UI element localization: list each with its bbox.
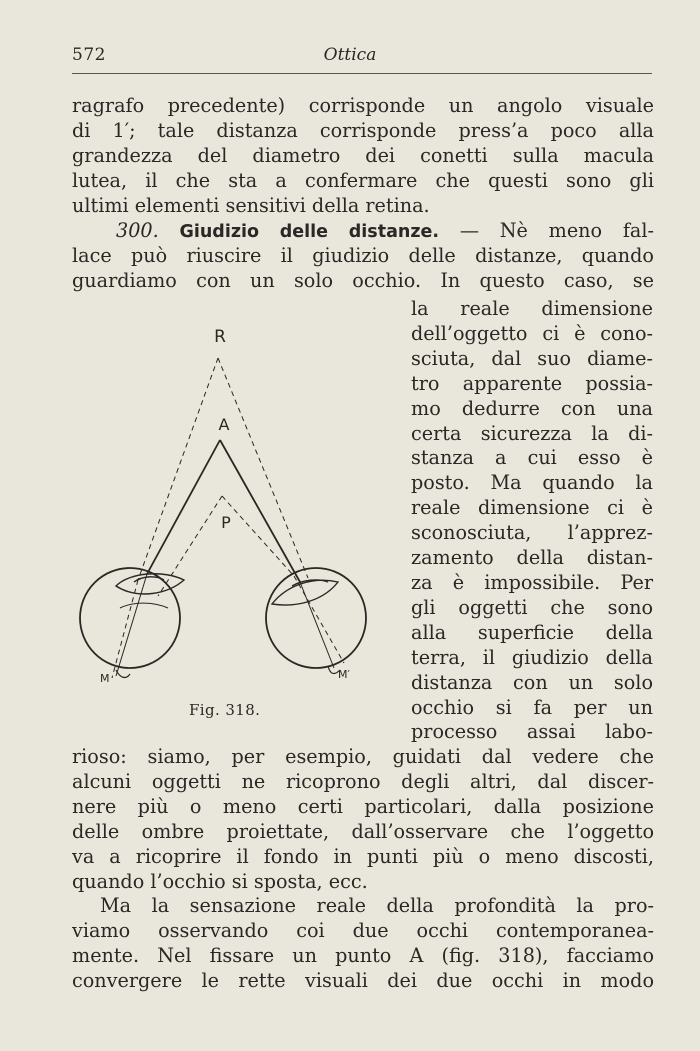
text-line: va a ricoprire il fondo in punti più o meno discosti, [72,844,654,868]
text-line: reale dimensione ci è [411,496,653,520]
text-line: mente. Nel fissare un punto A (fig. 318), facciamo [72,944,654,968]
text-top-block [72,94,654,294]
text-line: grandezza del diametro dei conetti sulla macula [72,143,654,167]
section-number: 300. [116,218,159,242]
section-heading-rest: — Nè meno fal- [459,218,654,242]
text-line: alcuni oggetti ne ricoprono degli altri, dal discer- [72,769,654,793]
label-A: A [218,415,230,434]
text-wrapped-column [411,297,653,745]
text-line: ragrafo precedente) corrisponde un angolo visuale [72,94,654,117]
text-line: stanza a cui esso è [411,446,653,470]
label-P: P [221,513,231,532]
section-heading: Giudizio delle distanze. [179,221,440,242]
text-line: occhio si fa per un [411,695,653,719]
text-line: convergere le rette visuali dei due occhi in modo [72,969,654,993]
text-line: Ma la sensazione reale della profondità la pro- [100,894,654,918]
text-line: posto. Ma quando la [411,471,653,495]
label-R: R [214,327,226,347]
text-line: sciuta, dal suo diame- [411,346,653,370]
header-rule [72,73,652,74]
text-line: viamo osservando coi due occhi contemporanea- [72,919,654,943]
text-line: nere più o meno certi particolari, dalla posizione [72,794,654,818]
running-title: Ottica [323,45,377,65]
text-line: processo assai labo- [411,720,653,744]
label-M-prime: M′ [338,668,350,681]
text-line: alla superficie della [411,620,653,644]
text-line: distanza con un solo [411,670,653,694]
figure-318 [72,318,392,718]
right-eye [266,568,366,668]
text-line: guardiamo con un solo occhio. In questo caso, se [72,269,654,293]
text-line: delle ombre proiettate, dall’osservare che l’oggetto [72,819,654,843]
text-line: rioso: siamo, per esempio, guidati dal vedere che [72,745,654,768]
figure-caption: Fig. 318. [189,701,261,719]
text-line: lutea, il che sta a confermare che questi sono gli [72,168,654,192]
text-line: zamento della distan- [411,546,653,570]
left-eye [80,568,180,668]
text-line: terra, il giudizio della [411,645,653,669]
page-number: 572 [72,45,106,65]
text-line: gli oggetti che sono [411,595,653,619]
right-lens [272,580,338,605]
text-line: di 1′; tale distanza corrisponde press’a poco alla [72,118,654,142]
text-line: certa sicurezza la di- [411,421,653,445]
text-line: dell’oggetto ci è cono- [411,321,653,345]
section-heading-line [72,219,654,245]
text-line: tro apparente possia- [411,371,653,395]
text-line: mo dedurre con una [411,396,653,420]
label-M: M [100,672,110,685]
text-line: la reale dimensione [411,297,653,320]
text-line: lace può riuscire il giudizio delle distanze, quando [72,244,654,268]
text-line: sconosciuta, l’apprez- [411,521,653,545]
text-line: ultimi elementi sensitivi della retina. [72,193,430,217]
text-bottom-block [72,745,654,994]
eye-convergence-diagram [72,318,392,718]
text-line: za è impossibile. Per [411,570,653,594]
text-line: quando l’occhio si sposta, ecc. [72,869,368,893]
